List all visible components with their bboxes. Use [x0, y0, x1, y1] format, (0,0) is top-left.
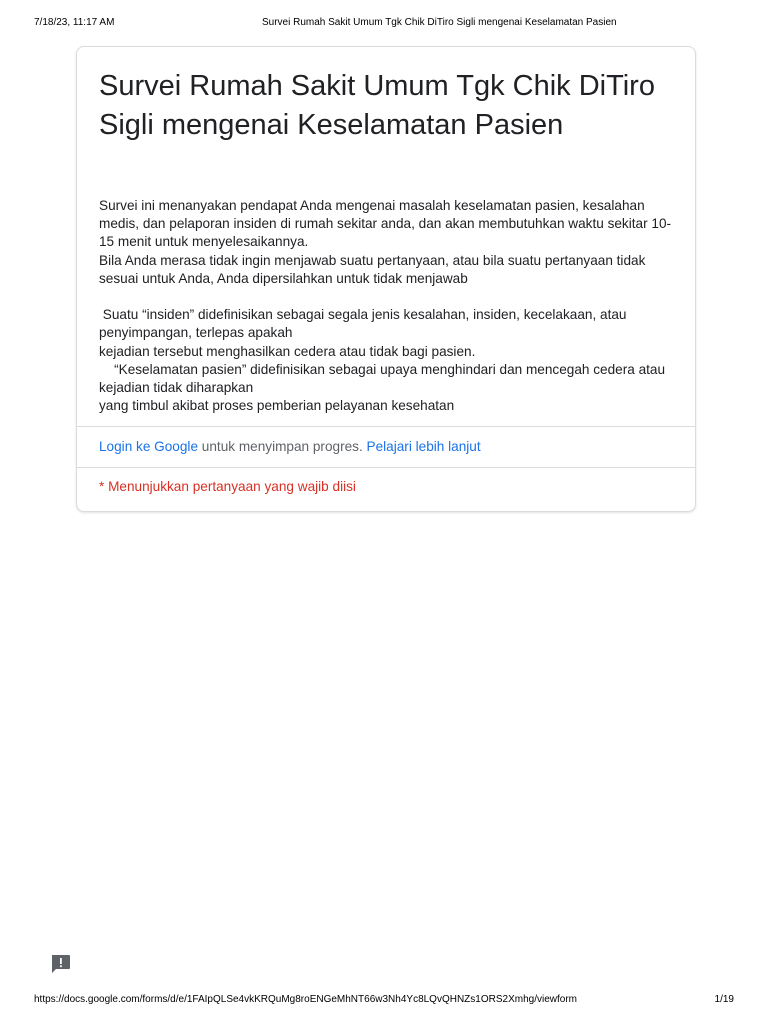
login-google-link[interactable]: Login ke Google [99, 439, 199, 454]
login-row [99, 438, 481, 456]
required-note: * Menunjukkan pertanyaan yang wajib diisi [99, 479, 356, 494]
divider [77, 467, 695, 468]
form-title: Survei Rumah Sakit Umum Tgk Chik DiTiro Sigli mengenai Keselamatan Pasien [99, 70, 655, 141]
login-save-progress-text: untuk menyimpan progres. [198, 439, 367, 454]
print-doc-title: Survei Rumah Sakit Umum Tgk Chik DiTiro Sigli mengenai Keselamatan Pasien [262, 17, 617, 28]
print-footer [34, 994, 734, 1008]
feedback-icon [50, 954, 71, 974]
print-datetime: 7/18/23, 11:17 AM [34, 17, 115, 28]
print-header [34, 17, 734, 31]
form-header-card [76, 46, 696, 512]
form-description: Survei ini menanyakan pendapat Anda mengenai masalah keselamatan pasien, kesalahan medis, dan pelaporan insiden di rumah sekitar anda, dan akan membutuhkan waktu sekitar 10-15 menit untuk menyelesaikannya. Bila Anda merasa tidak ingin menjawab suatu pertanyaan, atau bila suatu pertanyaan tidak sesuai untuk Anda, Anda dipersilahkan untuk tidak menjawab Suatu “insiden” didefinisikan sebagai segala jenis kesalahan, insiden, kecelakaan, atau penyimpangan, terlepas apakah kejadian tersebut menghasilkan cedera atau tidak bagi pasien. “Keselamatan pasien” didefinisikan sebagai upaya menghindari dan mencegah cedera atau kejadian tidak diharapkan yang timbul akibat proses pemberian pelayanan kesehatan [99, 198, 672, 414]
feedback-button[interactable] [50, 954, 71, 974]
learn-more-link[interactable]: Pelajari lebih lanjut [366, 439, 481, 454]
divider [77, 426, 695, 427]
print-url: https://docs.google.com/forms/d/e/1FAIpQLSe4vkKRQuMg8roENGeMhNT66w3Nh4Yc8LQvQHNZs1ORS2Xmhg/viewform [34, 994, 577, 1005]
page-number: 1/19 [714, 994, 734, 1005]
